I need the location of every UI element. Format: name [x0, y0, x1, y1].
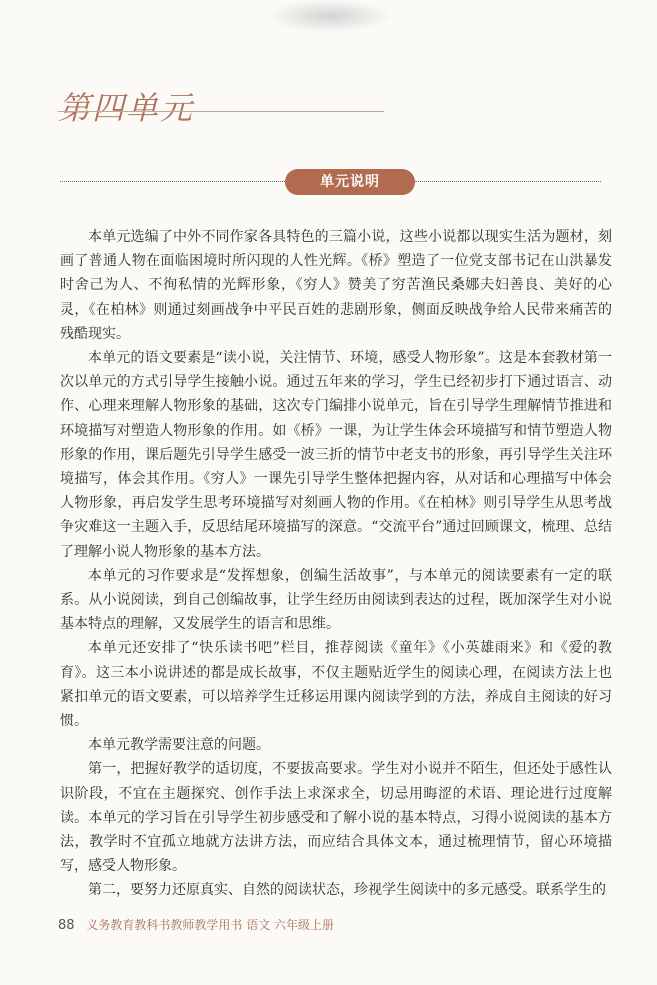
section-divider-left	[60, 181, 285, 182]
paragraph: 本单元的习作要求是“发挥想象，创编生活故事”，与本单元的阅读要素有一定的联系。从小说阅读，到自己创编故事，让学生经历由阅读到表达的过程，既加深学生对小说基本特点的理解，又发展学生的语言和思维。	[60, 567, 612, 633]
unit-title: 第四单元	[58, 89, 195, 128]
paragraph: 本单元的语文要素是“读小说，关注情节、环境，感受人物形象”。这是本套教材第一次以单元的方式引导学生接触小说。通过五年来的学习，学生已经初步打下通过语言、动作、心理来理解人物形象的基础，这次专门编排小说单元，旨在引导学生理解情节推进和环境描写对塑造人物形象的作用。如《桥》一课，为让学生体会环境描写和情节塑造人物形象的作用，课后题先引导学生感受一波三折的情节中老支书的形象，再引导学生关注环境描写，体会其作用。《穷人》一课先引导学生整体把握内容，从对话和心理描写中体会人物形象，再启发学生思考环境描写对刻画人物的作用。《在柏林》则引导学生从思考战争灾难这一主题入手，反思结尾环境描写的深意。“交流平台”通过回顾课文，梳理、总结了理解小说人物形象的基本方法。	[60, 350, 612, 560]
unit-description-text	[60, 225, 612, 903]
paragraph: 第二，要努力还原真实、自然的阅读状态，珍视学生阅读中的多元感受。联系学生的	[88, 882, 606, 899]
paragraph: 本单元教学需要注意的问题。	[88, 737, 270, 754]
page-top-shadow	[270, 0, 390, 32]
paragraph: 第一，把握好教学的适切度，不要拔高要求。学生对小说并不陌生，但还处于感性认识阶段，不宜在主题探究、创作手法上求深求全，切忌用晦涩的术语、理论进行过度解读。本单元的学习旨在引导学生初步感受和了解小说的基本特点，习得小说阅读的基本方法，教学时不宜孤立地就方法讲方法，而应结合具体文本，通过梳理情节，留心环境描写，感受人物形象。	[60, 761, 612, 875]
title-underline	[58, 111, 384, 112]
page-number: 88	[58, 918, 75, 933]
page-footer	[58, 916, 334, 933]
paragraph: 本单元选编了中外不同作家各具特色的三篇小说，这些小说都以现实生活为题材，刻画了普通人物在面临困境时所闪现的人性光辉。《桥》塑造了一位党支部书记在山洪暴发时舍己为人、不徇私情的光辉形象，《穷人》赞美了穷苦渔民桑娜夫妇善良、美好的心灵，《在柏林》则通过刻画战争中平民百姓的悲剧形象，侧面反映战争给人民带来痛苦的残酷现实。	[60, 229, 612, 342]
section-badge: 单元说明	[285, 169, 415, 195]
paragraph: 本单元还安排了“快乐读书吧”栏目，推荐阅读《童年》《小英雄雨来》和《爱的教育》。这三本小说讲述的都是成长故事，不仅主题贴近学生的阅读心理，在阅读方法上也紧扣单元的语文要素，可以培养学生迁移运用课内阅读学到的方法，养成自主阅读的好习惯。	[60, 640, 612, 730]
section-divider-right	[415, 181, 601, 182]
book-title: 义务教育教科书教师教学用书 语文 六年级上册	[86, 918, 335, 932]
